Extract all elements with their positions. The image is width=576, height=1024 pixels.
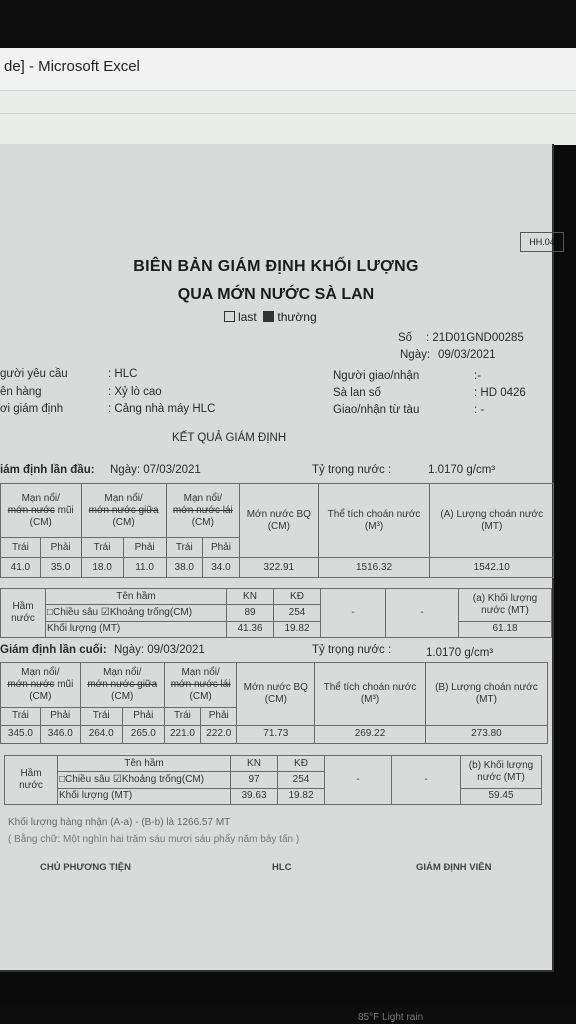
table-cell[interactable]: 254 [278,772,325,788]
mean-draft-header: Mớn nước BQ (CM) [237,663,315,726]
first-density-label: Tỷ trọng nước : [312,464,392,476]
kn-header: KN [227,589,274,605]
signature-owner: CHỦ PHƯƠNG TIỆN [40,862,131,873]
tank-label: Hầm nước [1,589,46,638]
table-cell[interactable]: 221.0 [164,725,200,743]
kn-header: KN [231,756,278,772]
table-cell[interactable]: 18.0 [81,558,123,578]
volume-header: Thể tích choán nước (M³) [318,484,430,558]
signature-hlc: HLC [272,862,292,873]
barge-label: Sà lan số [333,387,381,399]
normal-label: thường [277,310,317,324]
port-label: Trái [166,538,202,558]
amount-in-words: ( Bằng chữ: Một nghìn hai trăm sáu mươi sáu phẩy năm bảy tấn ) [8,834,300,845]
mass-row-label: Khối lượng (MT) [46,621,227,637]
table-cell[interactable]: 346.0 [40,725,80,743]
desk-background [0,0,576,48]
fore-header: Mạn nổi/ mớn nước mũi (CM) [1,484,82,538]
port-label: Trái [1,707,41,725]
tank-mass-a-header: (a) Khối lượng nước (MT) [459,589,552,622]
port-label: Trái [80,707,122,725]
cargo-value: : Xỷ lò cao [108,386,162,398]
result-heading: KẾT QUẢ GIÁM ĐỊNH [172,432,287,444]
mid-header: Mạn nổi/ mớn nước giữa (CM) [81,484,166,538]
weather-status[interactable]: 85°F Light rain [358,1012,424,1023]
port-label: Trái [1,538,41,558]
starboard-label: Phải [40,707,80,725]
excel-title-bar [0,48,576,90]
ngay-value: 09/03/2021 [438,349,496,361]
port-label: Trái [164,707,200,725]
first-density-value: 1.0170 g/cm³ [428,464,496,476]
report-title-line1: BIÊN BẢN GIÁM ĐỊNH KHỐI LƯỢNG [133,258,419,275]
first-draft-table [0,483,554,578]
table-cell[interactable]: 222.0 [201,725,237,743]
so-label: Số [398,332,413,344]
mass-row-label: Khối lượng (MT) [58,788,231,804]
table-cell[interactable]: 34.0 [202,558,239,578]
final-survey-date: Ngày: 09/03/2021 [114,644,205,656]
table-cell[interactable]: 59.45 [461,788,542,804]
table-cell[interactable]: 254 [274,605,321,621]
table-cell[interactable]: - [392,756,461,805]
table-cell[interactable]: 19.82 [274,621,321,637]
table-cell[interactable]: 11.0 [123,558,166,578]
ngay-label: Ngày: [400,349,431,361]
displacement-a-header: (A) Lượng choán nước (MT) [430,484,554,558]
deliverer-value: :- [474,370,482,382]
excel-ribbon [0,90,576,145]
final-survey-label: Giám định lần cuối: [0,644,107,656]
table-cell[interactable]: 39.63 [231,788,278,804]
ribbon-divider [0,113,576,114]
tank-name-header: Tên hầm [46,589,227,605]
kd-header: KĐ [274,589,321,605]
kd-header: KĐ [278,756,325,772]
table-cell[interactable]: 41.36 [227,621,274,637]
port-label: Trái [81,538,123,558]
mean-draft-header: Mớn nước BQ (CM) [240,484,319,558]
depth-row-label: □Chiều sâu ☑Khoảng trống(CM) [58,772,231,788]
starboard-label: Phải [122,707,164,725]
fore-header: Mạn nổi/ mớn nước mũi (CM) [1,663,81,708]
report-title-line2: QUA MỚN NƯỚC SÀ LAN [177,286,375,303]
table-cell[interactable]: - [321,589,386,638]
table-cell[interactable]: 273.80 [425,725,547,743]
form-code: HH.04 [520,232,564,252]
so-value: : 21D01GND00285 [426,332,524,344]
last-label: last [238,310,257,324]
starboard-label: Phải [40,538,81,558]
table-cell[interactable]: 1516.32 [318,558,430,578]
window-title: de] - Microsoft Excel [4,58,140,75]
starboard-label: Phải [202,538,239,558]
tank-mass-b-header: (b) Khối lượng nước (MT) [461,756,542,789]
table-cell[interactable]: 35.0 [40,558,81,578]
requester-value: : HLC [108,368,138,380]
mid-header: Mạn nổi/ mớn nước giữa (CM) [80,663,164,708]
displacement-b-header: (B) Lượng choán nước (MT) [425,663,547,726]
table-cell[interactable]: 38.0 [166,558,202,578]
table-cell[interactable]: 89 [227,605,274,621]
starboard-label: Phải [201,707,237,725]
table-cell[interactable]: 345.0 [1,725,41,743]
table-cell[interactable]: 264.0 [80,725,122,743]
final-tank-table [4,755,542,805]
final-density-value: 1.0170 g/cm³ [426,647,494,659]
taskbar [0,1004,576,1024]
final-draft-table [0,662,548,744]
from-vessel-label: Giao/nhận từ tàu [333,404,420,416]
deliverer-label: Người giao/nhận [333,370,420,382]
starboard-label: Phải [123,538,166,558]
table-cell[interactable]: 41.0 [1,558,41,578]
from-vessel-value: : - [474,404,485,416]
table-cell[interactable]: 97 [231,772,278,788]
table-cell[interactable]: 71.73 [237,725,315,743]
first-tank-table [0,588,552,638]
signature-surveyor: GIÁM ĐỊNH VIÊN [416,862,492,873]
first-survey-date: Ngày: 07/03/2021 [110,464,201,476]
table-cell[interactable]: 61.18 [459,621,552,637]
table-cell[interactable]: 269.22 [315,725,426,743]
table-cell[interactable]: 19.82 [278,788,325,804]
table-cell[interactable]: 322.91 [240,558,319,578]
first-survey-label: iám định lần đầu: [0,464,95,476]
normal-checkbox[interactable] [263,311,274,322]
requester-label: gười yêu cầu [0,368,68,380]
aft-header: Mạn nổi/ mớn nước lái (CM) [164,663,237,708]
depth-row-label: □Chiều sâu ☑Khoảng trống(CM) [46,605,227,621]
table-cell[interactable]: - [386,589,459,638]
table-cell[interactable]: 1542.10 [430,558,554,578]
barge-value: : HD 0426 [474,387,526,399]
table-cell[interactable]: 265.0 [122,725,164,743]
table-cell[interactable]: - [325,756,392,805]
tank-name-header: Tên hầm [58,756,231,772]
last-checkbox[interactable] [224,311,235,322]
volume-header: Thể tích choán nước (M³) [315,663,426,726]
cargo-mass-line: Khối lượng hàng nhận (A-a) - (B-b) là 1266.57 MT [8,817,231,828]
inspection-type-options [224,310,317,324]
final-density-label: Tỷ trọng nước : [312,644,392,656]
cargo-label: ên hàng [0,386,42,398]
tank-label: Hầm nước [5,756,58,805]
aft-header: Mạn nổi/ mớn nước lái (CM) [166,484,239,538]
place-value: : Cảng nhà máy HLC [108,403,216,415]
place-label: ơi giám định [0,403,64,415]
